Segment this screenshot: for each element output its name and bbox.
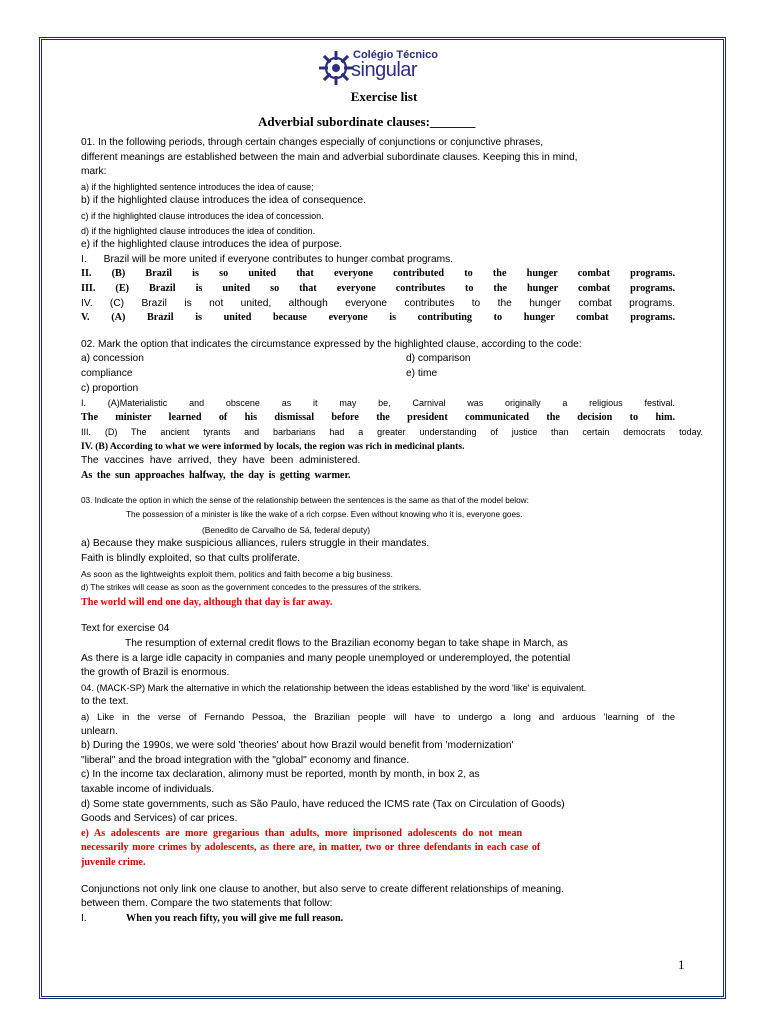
school-name-line1: Colégio Técnico <box>353 49 438 61</box>
q4-option-b-line2: "liberal" and the broad integration with the "global" economy and finance. <box>81 754 410 766</box>
school-name-line2: singular <box>351 59 418 81</box>
closing-item-text: When you reach fifty, you will give me full reason. <box>126 912 344 924</box>
q3-quote-author: (Benedito de Carvalho de Sá, federal deputy) <box>202 524 371 535</box>
q2-code-b: compliance <box>81 367 133 379</box>
exercise-content <box>81 136 703 926</box>
q2-intro: 02. Mark the option that indicates the circumstance expressed by the highlighted clause, according to the code: <box>81 338 582 350</box>
q3-intro: 03. Indicate the option in which the sense of the relationship between the sentences is the same as that of the model below: <box>81 495 529 505</box>
q2-item-4: IV. (B) According to what we were informed by locals, the region was rich in medicinal plants. <box>81 440 465 452</box>
q4-option-d-line2: Goods and Services) of car prices. <box>81 813 238 825</box>
q1-intro-line1: 01. In the following periods, through certain changes especially of conjunctions or conjunctive phrases, <box>81 137 544 148</box>
q4-option-d-line1: d) Some state governments, such as São Paulo, have reduced the ICMS rate (Tax on Circulation of Goods) <box>81 798 565 810</box>
q1-item-1: I. Brazil will be more united if everyone contributes to hunger combat programs. <box>81 253 454 265</box>
closing-line1: Conjunctions not only link one clause to another, but also serve to create different relationships of meaning. <box>81 883 564 895</box>
q1-option-d: d) if the highlighted clause introduces the idea of condition. <box>81 225 316 236</box>
q4-option-c-line1: c) In the income tax declaration, alimony must be reported, month by month, in box 2, as <box>81 769 480 781</box>
q1-intro-line2: different meanings are established between the main and adverbial subordinate clauses. Keeping this in mind, <box>81 151 578 163</box>
q4-text-line3: the growth of Brazil is enormous. <box>81 667 230 679</box>
q3-option-a: a) Because they make suspicious alliances, rulers struggle in their mandates. <box>81 538 430 550</box>
q2-item-3: III. (D) The ancient tyrants and barbarians had a greater understanding of justice than certain democrats today. <box>81 427 703 438</box>
q4-text-line1: The resumption of external credit flows to the Brazilian economy began to take shape in March, as <box>125 638 568 649</box>
q4-intro-line1: 04. (MACK-SP) Mark the alternative in which the relationship between the ideas established by the word 'like' is equivalent. <box>81 682 587 693</box>
closing-line2: between them. Compare the two statements that follow: <box>81 898 333 910</box>
q2-item-5: The vaccines have arrived, they have been administered. <box>81 455 361 467</box>
q2-code-c: c) proportion <box>81 382 139 394</box>
q1-option-c: c) if the highlighted clause introduces the idea of concession. <box>81 210 324 221</box>
q4-text-line2: As there is a large idle capacity in companies and many people unemployed or underemployed, the potential <box>81 652 571 664</box>
closing-item <box>81 912 675 927</box>
page-subtitle: Adverbial subordinate clauses:_______ <box>258 114 476 129</box>
q1-option-b: b) if the highlighted clause introduces the idea of consequence. <box>81 195 366 207</box>
q1-option-a: a) if the highlighted sentence introduces the idea of cause; <box>81 181 314 192</box>
q1-option-e: e) if the highlighted clause introduces the idea of purpose. <box>81 239 343 251</box>
q1-item-4: IV. (C) Brazil is not united, although everyone contributes to the hunger combat programs. <box>81 297 675 309</box>
q4-text-heading: Text for exercise 04 <box>81 623 170 635</box>
q4-option-b-line1: b) During the 1990s, we were sold 'theories' about how Brazil would benefit from 'modernization' <box>81 740 514 752</box>
q1-intro-line3: mark: <box>81 166 107 178</box>
q2-code-row1 <box>81 352 675 367</box>
q2-code-e: e) time <box>406 367 438 379</box>
q2-code-d: d) comparison <box>406 353 471 365</box>
q2-code-a: a) concession <box>81 353 144 365</box>
q4-option-e-line2: necessarily more crimes by adolescents, as there are, in matter, two or three defendants in each case of <box>81 842 541 854</box>
q3-quote: The possession of a minister is like the wake of a rich corpse. Even without knowing who it is, everyone goes. <box>126 510 523 520</box>
q3-option-d: d) The strikes will cease as soon as the government concedes to the pressures of the strikers. <box>81 583 422 593</box>
q2-item-2: The minister learned of his dismissal before the president communicated the decision to him. <box>81 411 675 423</box>
q4-option-e-line1: e) As adolescents are more gregarious than adults, more imprisoned adolescents do not mean <box>81 827 523 839</box>
q2-item-6: As the sun approaches halfway, the day is getting warmer. <box>81 470 351 482</box>
q3-option-e: The world will end one day, although that day is far away. <box>81 596 333 608</box>
page-title: Exercise list <box>350 89 418 104</box>
q4-option-e-line3: juvenile crime. <box>81 856 146 868</box>
q1-item-3: III. (E) Brazil is united so that everyone contributes to the hunger combat programs. <box>81 282 675 294</box>
q4-intro-line2: to the text. <box>81 696 129 708</box>
q4-option-c-line2: taxable income of individuals. <box>81 783 215 795</box>
q3-option-c: As soon as the lightweights exploit them, politics and faith become a big business. <box>81 568 393 579</box>
q2-item-1: I. (A)Materialistic and obscene as it may be, Carnival was originally a religious festival. <box>81 398 675 409</box>
q3-option-b: Faith is blindly exploited, so that cults proliferate. <box>81 553 301 565</box>
closing-item-label: I. <box>81 912 87 924</box>
q4-option-a-line1: a) Like in the verse of Fernando Pessoa, the Brazilian people will have to undergo a long and arduous 'learning of the <box>81 711 675 722</box>
q1-item-2: II. (B) Brazil is so united that everyone contributed to the hunger combat programs. <box>81 268 675 280</box>
page-number: 1 <box>678 957 685 972</box>
q2-code-row2 <box>81 367 675 382</box>
q1-item-5: V. (A) Brazil is united because everyone is contributing to hunger combat programs. <box>81 312 675 324</box>
q4-option-a-line2: unlearn. <box>81 725 118 737</box>
